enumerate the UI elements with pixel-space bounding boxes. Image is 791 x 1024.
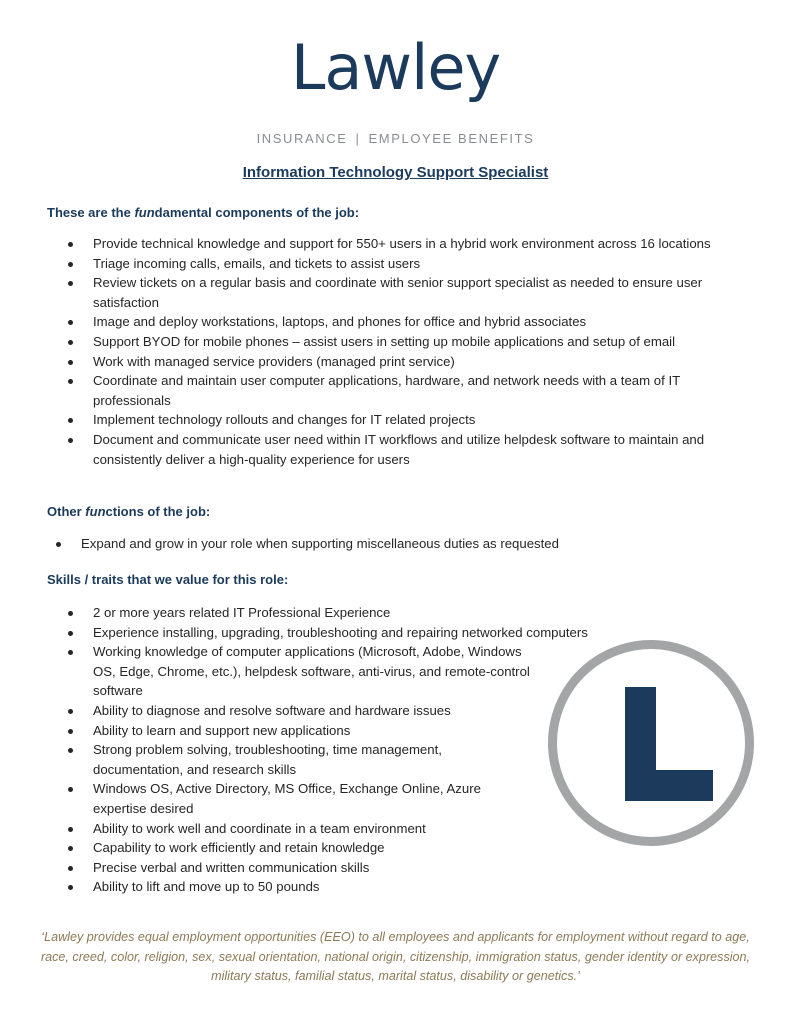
monogram-l-foot [625,770,713,801]
fundamentals-list [67,234,737,469]
other-heading-pre: Other [47,504,86,519]
list-item: Triage incoming calls, emails, and tickets to assist users [67,254,737,274]
list-item: Document and communicate user need within IT workflows and utilize helpdesk software to maintain and consistently deliver a high-quality experience for users [67,430,737,469]
fundamentals-heading [47,205,359,220]
list-item: Capability to work efficiently and retain knowledge [67,838,533,858]
other-heading-post: ctions of the job: [105,504,211,519]
list-item: Provide technical knowledge and support for 550+ users in a hybrid work environment across 16 locations [67,234,737,254]
list-item: Strong problem solving, troubleshooting, time management, documentation, and research skills [67,740,533,779]
list-item: Experience installing, upgrading, troubleshooting and repairing networked computers [67,623,647,643]
list-item: Ability to lift and move up to 50 pounds [67,877,533,897]
eeo-statement: ‘Lawley provides equal employment opportunities (EEO) to all employees and applicants for employment without regard to age, race, creed, color, religion, sex, sexual orientation, national origin, citizenship, immigration status, gender identity or expression, military status, familial status, marital status, disability or genetics.’ [40,930,751,984]
tagline-insurance: INSURANCE [256,131,348,146]
list-item: Ability to work well and coordinate in a team environment [67,819,533,839]
skills-heading: Skills / traits that we value for this role: [47,572,289,587]
other-functions-heading [47,504,210,519]
list-item: Image and deploy workstations, laptops, and phones for office and hybrid associates [67,312,737,332]
lawley-l-monogram-icon [548,640,754,846]
tagline-separator: | [355,131,361,146]
list-item: Work with managed service providers (managed print service) [67,352,737,372]
job-title: Information Technology Support Specialist [242,164,549,181]
company-logo: Lawley [290,31,501,104]
list-item: Expand and grow in your role when supporting miscellaneous duties as requested [55,534,735,554]
other-heading-em: fun [85,504,106,519]
list-item: Working knowledge of computer applications (Microsoft, Adobe, Windows OS, Edge, Chrome, etc.), helpdesk software, anti-virus, and remote-control software [67,642,533,701]
list-item: Ability to learn and support new applications [67,721,533,741]
tagline-employee-benefits: EMPLOYEE BENEFITS [368,131,535,146]
company-tagline [0,131,791,146]
list-item: Review tickets on a regular basis and coordinate with senior support specialist as needed to ensure user satisfaction [67,273,737,312]
list-item: Implement technology rollouts and changes for IT related projects [67,410,737,430]
other-functions-list [55,534,735,554]
list-item: 2 or more years related IT Professional Experience [67,603,647,623]
fundamentals-heading-pre: These are the [47,205,135,220]
list-item: Precise verbal and written communication skills [67,858,533,878]
list-item: Coordinate and maintain user computer applications, hardware, and network needs with a team of IT professionals [67,371,737,410]
list-item: Support BYOD for mobile phones – assist users in setting up mobile applications and setup of email [67,332,737,352]
list-item: Ability to diagnose and resolve software and hardware issues [67,701,533,721]
list-item: Windows OS, Active Directory, MS Office, Exchange Online, Azure expertise desired [67,779,533,818]
fundamentals-heading-post: damental components of the job: [154,205,360,220]
fundamentals-heading-em: fun [134,205,155,220]
